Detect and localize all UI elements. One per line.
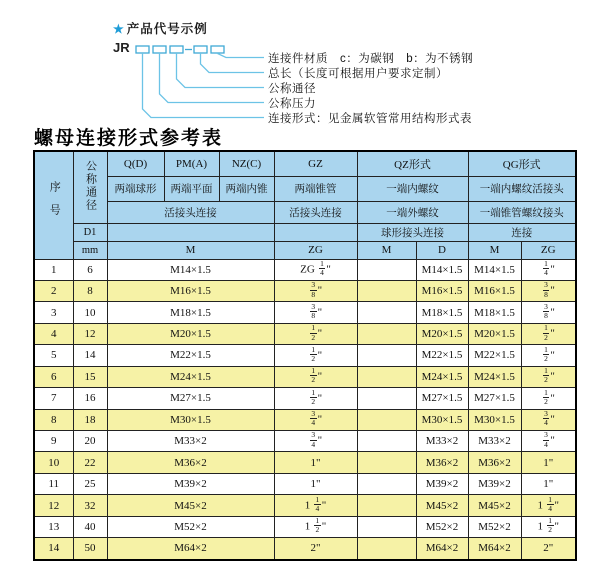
cell-m: M27×1.5 [107, 388, 274, 409]
cell-qg-zg: $\frac{1}{2}$ " [521, 323, 576, 344]
leader-line-material [218, 53, 265, 58]
cell-seq: 7 [34, 388, 73, 409]
cell-gz: $\frac{3}{8}$ " [274, 280, 357, 301]
cell-gz: 1" [274, 452, 357, 473]
cell-qg-m: M36×2 [468, 452, 521, 473]
label-connection-form: 连接形式：见金属软管常用结构形式表 [268, 113, 472, 125]
header-seq: 序号 [34, 151, 73, 259]
table-row [34, 409, 576, 430]
cell-qg-zg: $\frac{3}{8}$ " [521, 280, 576, 301]
cell-qz-m [357, 280, 416, 301]
cell-dn: 6 [73, 259, 107, 280]
header-mm: mm [73, 241, 107, 259]
cell-qz-m [357, 473, 416, 494]
cell-qg-m: M22×1.5 [468, 345, 521, 366]
cell-qz-d: M27×1.5 [416, 388, 468, 409]
cell-dn: 8 [73, 280, 107, 301]
cell-qz-m [357, 366, 416, 387]
leader-line-diameter [177, 53, 265, 88]
cell-qg-m: M45×2 [468, 495, 521, 516]
cell-dn: 16 [73, 388, 107, 409]
leader-lines [143, 53, 265, 118]
cell-dn: 10 [73, 302, 107, 323]
table-row [34, 516, 576, 537]
cell-qz-d: M24×1.5 [416, 366, 468, 387]
cell-qg-zg: 1" [521, 452, 576, 473]
cell-qg-m: M24×1.5 [468, 366, 521, 387]
cell-qz-d: M52×2 [416, 516, 468, 537]
nut-connection-reference-table [33, 150, 577, 561]
cell-dn: 50 [73, 538, 107, 560]
cell-gz: $\frac{3}{8}$ " [274, 302, 357, 323]
cell-dn: 12 [73, 323, 107, 344]
cell-qz-m [357, 388, 416, 409]
table-row [34, 473, 576, 494]
cell-gz: 1 $\frac{1}{4}$ " [274, 495, 357, 516]
cell-dn: 40 [73, 516, 107, 537]
cell-seq: 6 [34, 366, 73, 387]
table-row [34, 431, 576, 452]
cell-m: M24×1.5 [107, 366, 274, 387]
cell-qg-m: M30×1.5 [468, 409, 521, 430]
header-unit-qz-m: M [357, 241, 416, 259]
cell-qg-zg: $\frac{1}{4}$ " [521, 259, 576, 280]
cell-qz-d: M18×1.5 [416, 302, 468, 323]
header-col-q: Q(D) [107, 151, 164, 176]
cell-dn: 14 [73, 345, 107, 366]
header-desc-pm: 两端平面 [164, 176, 219, 201]
cell-qz-d: M22×1.5 [416, 345, 468, 366]
table-title: 螺母连接形式参考表 [34, 127, 224, 149]
cell-qz-m [357, 431, 416, 452]
cell-qg-zg: 1 $\frac{1}{4}$ " [521, 495, 576, 516]
product-code-example-label: 产品代号示例 [126, 22, 208, 36]
cell-qg-m: M20×1.5 [468, 323, 521, 344]
cell-m: M33×2 [107, 431, 274, 452]
cell-qz-d: M30×1.5 [416, 409, 468, 430]
cell-dn: 15 [73, 366, 107, 387]
cell-dn: 22 [73, 452, 107, 473]
cell-m: M30×1.5 [107, 409, 274, 430]
table-row [34, 323, 576, 344]
code-boxes [136, 46, 224, 53]
cell-qz-d: M20×1.5 [416, 323, 468, 344]
cell-qg-m: M27×1.5 [468, 388, 521, 409]
cell-seq: 9 [34, 431, 73, 452]
code-box-3 [170, 46, 183, 53]
table-row [34, 388, 576, 409]
header-col-pm: PM(A) [164, 151, 219, 176]
header-unit-qg-zg: ZG [521, 241, 576, 259]
header-unit-qg-m: M [468, 241, 521, 259]
table-row [34, 366, 576, 387]
code-box-2 [153, 46, 166, 53]
cell-gz: $\frac{3}{4}$ " [274, 431, 357, 452]
cell-seq: 2 [34, 280, 73, 301]
cell-qz-d: M64×2 [416, 538, 468, 560]
header-desc-q: 两端球形 [107, 176, 164, 201]
header-col-nz: NZ(C) [219, 151, 274, 176]
cell-qz-m [357, 409, 416, 430]
cell-qg-m: M39×2 [468, 473, 521, 494]
star-icon: ★ [113, 22, 125, 36]
table-row [34, 345, 576, 366]
cell-gz: ZG $\frac{1}{4}$ " [274, 259, 357, 280]
cell-gz: $\frac{1}{2}$ " [274, 323, 357, 344]
cell-dn: 25 [73, 473, 107, 494]
label-connector-material: 连接件材质 c：为碳钢 b：为不锈钢 [268, 53, 474, 65]
cell-qz-d: M36×2 [416, 452, 468, 473]
cell-seq: 13 [34, 516, 73, 537]
cell-seq: 14 [34, 538, 73, 560]
cell-m: M18×1.5 [107, 302, 274, 323]
cell-m: M52×2 [107, 516, 274, 537]
cell-qg-zg: $\frac{1}{2}$ " [521, 345, 576, 366]
header-desc-gz: 两端锥管 [274, 176, 357, 201]
cell-gz: 1" [274, 473, 357, 494]
header-col-qz: QZ形式 [357, 151, 468, 176]
table-body [34, 259, 576, 560]
leader-line-length [201, 53, 265, 73]
cell-m: M45×2 [107, 495, 274, 516]
table-row [34, 302, 576, 323]
leader-line-form [143, 53, 265, 118]
header-row3-qz: 一端外螺纹 [357, 201, 468, 223]
cell-qg-zg: $\frac{1}{2}$ " [521, 366, 576, 387]
cell-qz-m [357, 516, 416, 537]
cell-qg-zg: $\frac{3}{4}$ " [521, 431, 576, 452]
cell-qz-m [357, 538, 416, 560]
product-code-prefix: JR [113, 40, 130, 55]
cell-qz-m [357, 345, 416, 366]
cell-qz-d: M45×2 [416, 495, 468, 516]
cell-seq: 4 [34, 323, 73, 344]
cell-qg-zg: 2" [521, 538, 576, 560]
cell-seq: 5 [34, 345, 73, 366]
header-desc-nz: 两端内锥 [219, 176, 274, 201]
header-row4-qz: 球形接头连接 [357, 223, 468, 241]
cell-m: M20×1.5 [107, 323, 274, 344]
header-col-qg: QG形式 [468, 151, 576, 176]
cell-qg-m: M33×2 [468, 431, 521, 452]
cell-seq: 12 [34, 495, 73, 516]
leader-line-pressure [160, 53, 265, 103]
cell-dn: 32 [73, 495, 107, 516]
cell-qz-d: M33×2 [416, 431, 468, 452]
cell-m: M39×2 [107, 473, 274, 494]
cell-qz-m [357, 452, 416, 473]
cell-qg-zg: $\frac{3}{8}$ " [521, 302, 576, 323]
cell-m: M14×1.5 [107, 259, 274, 280]
label-total-length: 总长（长度可根据用户要求定制） [268, 68, 448, 80]
cell-gz: 2" [274, 538, 357, 560]
code-box-1 [136, 46, 149, 53]
cell-seq: 11 [34, 473, 73, 494]
header-col-gz: GZ [274, 151, 357, 176]
cell-gz: $\frac{3}{4}$ " [274, 409, 357, 430]
header-d1: D1 [73, 223, 107, 241]
cell-qz-d: M14×1.5 [416, 259, 468, 280]
header-desc-qz: 一端内螺纹 [357, 176, 468, 201]
cell-dn: 20 [73, 431, 107, 452]
header-joint-gz: 活接头连接 [274, 201, 357, 223]
cell-qg-zg: 1 $\frac{1}{2}$ " [521, 516, 576, 537]
cell-seq: 10 [34, 452, 73, 473]
header-row4-qg: 连接 [468, 223, 576, 241]
cell-qz-d: M39×2 [416, 473, 468, 494]
cell-seq: 8 [34, 409, 73, 430]
header-nominal-diameter: 公称通径 [73, 151, 107, 223]
code-box-5 [211, 46, 224, 53]
header-empty-qpmnz [107, 223, 274, 241]
header-joint-qpmnz: 活接头连接 [107, 201, 274, 223]
cell-qg-m: M18×1.5 [468, 302, 521, 323]
header-desc-qg: 一端内螺纹活接头 [468, 176, 576, 201]
cell-gz: $\frac{1}{2}$ " [274, 388, 357, 409]
label-nominal-pressure: 公称压力 [268, 98, 316, 110]
cell-qg-zg: $\frac{3}{4}$ " [521, 409, 576, 430]
table-row [34, 538, 576, 560]
table-row [34, 280, 576, 301]
cell-qz-d: M16×1.5 [416, 280, 468, 301]
cell-m: M64×2 [107, 538, 274, 560]
cell-seq: 1 [34, 259, 73, 280]
header-unit-zg: ZG [274, 241, 357, 259]
cell-gz: $\frac{1}{2}$ " [274, 345, 357, 366]
table-row [34, 259, 576, 280]
label-nominal-diameter: 公称通径 [268, 83, 316, 95]
cell-m: M16×1.5 [107, 280, 274, 301]
cell-seq: 3 [34, 302, 73, 323]
cell-qg-m: M52×2 [468, 516, 521, 537]
cell-qz-m [357, 495, 416, 516]
header-empty-gz [274, 223, 357, 241]
cell-gz: $\frac{1}{2}$ " [274, 366, 357, 387]
header-unit-qz-d: D [416, 241, 468, 259]
cell-gz: 1 $\frac{1}{2}$ " [274, 516, 357, 537]
cell-qg-m: M16×1.5 [468, 280, 521, 301]
header-row3-qg: 一端锥管螺纹接头 [468, 201, 576, 223]
cell-qz-m [357, 259, 416, 280]
table-row [34, 452, 576, 473]
cell-qg-m: M64×2 [468, 538, 521, 560]
cell-qz-m [357, 323, 416, 344]
cell-qz-m [357, 302, 416, 323]
code-box-4 [194, 46, 207, 53]
cell-dn: 18 [73, 409, 107, 430]
cell-m: M22×1.5 [107, 345, 274, 366]
cell-qg-zg: $\frac{1}{2}$ " [521, 388, 576, 409]
table-row [34, 495, 576, 516]
header-unit-m: M [107, 241, 274, 259]
cell-qg-m: M14×1.5 [468, 259, 521, 280]
cell-m: M36×2 [107, 452, 274, 473]
cell-qg-zg: 1" [521, 473, 576, 494]
